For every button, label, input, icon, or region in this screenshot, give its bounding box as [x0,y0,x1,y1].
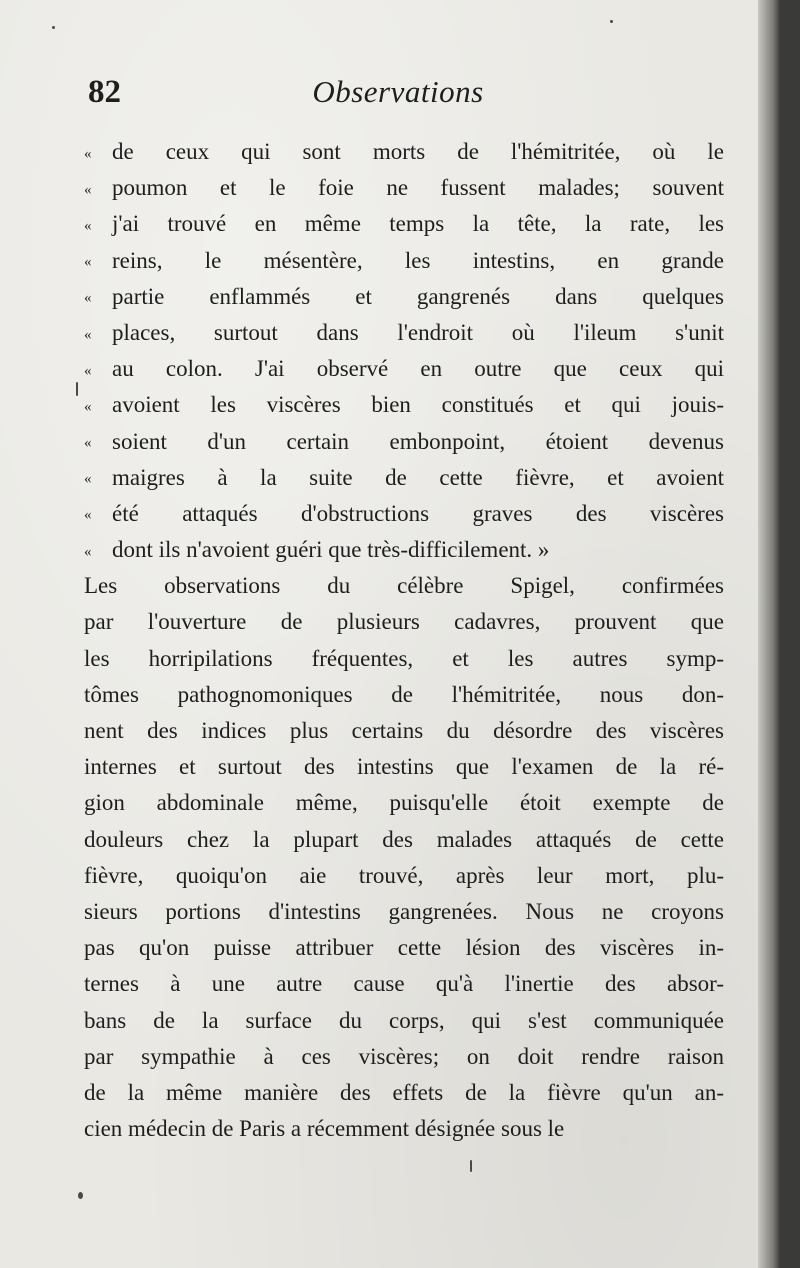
text-line [84,532,724,568]
line-text: au colon. J'ai observé en outre que ceux qui [112,356,724,382]
text-line [84,1075,724,1111]
text-line [84,496,724,532]
text-line [84,134,724,170]
line-text: gion abdominale même, puisqu'elle étoit exempte de [84,790,724,816]
page-number: 82 [88,74,121,110]
quote-mark: « [84,181,92,198]
line-text: par l'ouverture de plusieurs cadavres, prouvent que [84,609,724,635]
line-text: fièvre, quoiqu'on aie trouvé, après leur mort, plu- [84,862,724,888]
text-line [84,170,724,206]
line-text: douleurs chez la plupart des malades attaqués de cette [84,826,724,852]
ink-speck [610,20,613,23]
text-line [84,315,724,351]
text-line [84,822,724,858]
line-text: avoient les viscères bien constitués et qui jouis- [112,392,724,418]
line-text: de ceux qui sont morts de l'hémitritée, où le [112,139,724,164]
line-text: bans de la surface du corps, qui s'est communiquée [84,1007,724,1033]
line-text: cien médecin de Paris a récemment désignée sous le [84,1116,565,1142]
quote-mark: « [84,507,92,524]
body-text [84,134,724,1147]
text-line [84,1111,724,1147]
text-line [84,387,724,423]
line-text: ternes à une autre cause qu'à l'inertie des absor- [84,971,724,997]
line-text: pas qu'on puisse attribuer cette lésion des viscères in- [84,935,724,961]
quote-mark: « [84,362,92,379]
text-line [84,894,724,930]
ink-speck [78,1192,83,1199]
text-line [84,351,724,387]
text-line [84,424,724,460]
quote-mark: « [84,471,92,488]
line-text: dont ils n'avoient guéri que très-difficilement. » [112,537,550,563]
quote-mark: « [84,326,92,343]
text-line [84,1039,724,1075]
text-line [84,460,724,496]
quote-mark: « [84,217,92,234]
line-text: Les observations du célèbre Spigel, confirmées [84,573,724,599]
quote-mark: « [84,398,92,415]
text-line [84,568,724,604]
line-text: reins, le mésentère, les intestins, en grande [112,247,724,273]
text-line [84,677,724,713]
text-line [84,206,724,242]
text-line [84,1003,724,1039]
page-header [88,72,708,112]
line-text: nent des indices plus certains du désordre des viscères [84,718,724,743]
ink-speck [470,1160,472,1172]
ink-speck [52,26,55,29]
quote-mark: « [84,435,92,452]
line-text: places, surtout dans l'endroit où l'ileum s'unit [112,319,724,345]
line-text: poumon et le foie ne fussent malades; souvent [112,175,724,201]
line-text: été attaqués d'obstructions graves des viscères [112,500,724,526]
line-text: les horripilations fréquentes, et les autres symp- [84,645,724,671]
page-edge-shadow [758,0,780,1268]
text-line [84,966,724,1002]
quote-mark: « [84,543,92,560]
line-text: soient d'un certain embonpoint, étoient devenus [112,428,724,454]
line-text: tômes pathognomoniques de l'hémitritée, nous don- [84,681,724,707]
quote-mark: « [84,254,92,271]
text-line [84,930,724,966]
text-line [84,713,724,749]
quote-mark: « [84,145,92,162]
text-line [84,641,724,677]
ink-speck [76,382,78,396]
line-text: de la même manière des effets de la fièvre qu'un an- [84,1079,724,1105]
line-text: internes et surtout des intestins que l'examen de la ré- [84,754,724,780]
line-text: partie enflammés et gangrenés dans quelques [112,283,724,309]
text-line [84,604,724,640]
quote-mark: « [84,290,92,307]
line-text: sieurs portions d'intestins gangrenées. Nous ne croyons [84,898,724,924]
text-line [84,858,724,894]
line-text: par sympathie à ces viscères; on doit rendre raison [84,1043,724,1069]
text-line [84,243,724,279]
text-line [84,279,724,315]
line-text: j'ai trouvé en même temps la tête, la rate, les [112,211,724,237]
running-title: Observations [312,74,484,109]
text-line [84,785,724,821]
text-line [84,749,724,785]
line-text: maigres à la suite de cette fièvre, et avoient [112,464,724,490]
